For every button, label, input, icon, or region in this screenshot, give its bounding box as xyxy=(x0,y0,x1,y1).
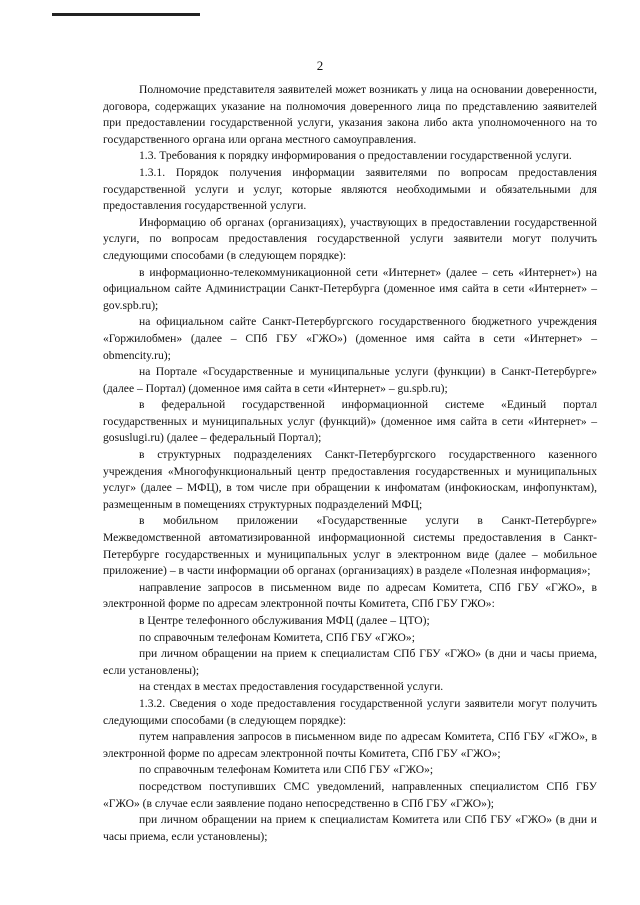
header-rule xyxy=(52,13,200,16)
paragraph: по справочным телефонам Комитета, СПб ГБУ «ГЖО»; xyxy=(139,630,415,644)
paragraph: 1.3. Требования к порядку информирования о предоставлении государственной услуги. xyxy=(139,149,572,163)
paragraph: Информацию об органах (организациях), участвующих в предоставлении государственной услуги, по вопросам предоставления государственной услуги заявители могут получить следующими способами (в следующем порядке): xyxy=(103,215,597,262)
paragraph: посредством поступивших СМС уведомлений, направленных специалистом СПб ГБУ «ГЖО» (в случае если заявление подано непосредственно в СПб ГБУ «ГЖО»); xyxy=(103,779,597,810)
paragraph: направление запросов в письменном виде по адресам Комитета, СПб ГБУ «ГЖО», в электронной форме по адресам электронной почты Комитета, СПб ГБУ ГЖО»: xyxy=(103,580,597,611)
paragraph: при личном обращении на прием к специалистам СПб ГБУ «ГЖО» (в дни и часы приема, если установлены); xyxy=(103,647,597,677)
paragraph: 1.3.2. Сведения о ходе предоставления государственной услуги заявители могут получить следующими способами (в следующем порядке): xyxy=(103,696,597,727)
paragraph: 1.3.1. Порядок получения информации заявителями по вопросам предоставления государственной услуги и услуг, которые являются необходимыми и обязательными для предоставления государственной услуги. xyxy=(103,165,597,213)
document-body xyxy=(103,82,597,845)
paragraph: в информационно-телекоммуникационной сети «Интернет» (далее – сеть «Интернет») на официальном сайте Администрации Санкт-Петербурга (доменное имя сайта в сети «Интернет» – gov.spb.ru); xyxy=(103,265,597,312)
paragraph: по справочным телефонам Комитета или СПб ГБУ «ГЖО»; xyxy=(139,763,434,777)
paragraph: при личном обращении на прием к специалистам Комитета или СПб ГБУ «ГЖО» (в дни и часы приема, если установлены); xyxy=(103,813,597,843)
page-number: 2 xyxy=(316,58,324,73)
paragraph: на официальном сайте Санкт-Петербургского государственного бюджетного учреждения «Горжилобмен» (далее – СПб ГБУ «ГЖО») (доменное имя сайта в сети «Интернет» – obmencity.ru); xyxy=(103,315,597,362)
paragraph: Полномочие представителя заявителей может возникать у лица на основании доверенности, договора, содержащих указание на полномочия доверенного лица по представлению заявителей при предоставлении государственной услуги, указания закона либо акта уполномоченного на то государственного органа или органа местного самоуправления. xyxy=(103,83,597,146)
paragraph: на Портале «Государственные и муниципальные услуги (функции) в Санкт-Петербурге» (далее – Портал) (доменное имя сайта в сети «Интернет» – gu.spb.ru); xyxy=(103,365,597,395)
paragraph: в структурных подразделениях Санкт-Петербургского государственного казенного учреждения «Многофункциональный центр предоставления государственных и муниципальных услуг» (далее – МФЦ), в том числе при обращении к инфоматам (инфокиоскам, инфопунктам), размещенным в помещениях структурных подразделений МФЦ; xyxy=(103,448,597,511)
paragraph: в Центре телефонного обслуживания МФЦ (далее – ЦТО); xyxy=(139,614,430,627)
paragraph: путем направления запросов в письменном виде по адресам Комитета, СПб ГБУ «ГЖО», в электронной форме по адресам электронной почты Комитета, СПб ГБУ «ГЖО»; xyxy=(103,730,597,760)
paragraph: на стендах в местах предоставления государственной услуги. xyxy=(139,680,444,694)
paragraph: в мобильном приложении «Государственные услуги в Санкт-Петербурге» Межведомственной автоматизированной информационной системы предоставления в Санкт-Петербурге государственных и муниципальных услуг в электронном виде (далее – мобильное приложение) – в части информации об органах (организациях) в разделе «Полезная информация»; xyxy=(103,514,597,578)
paragraph: в федеральной государственной информационной системе «Единый портал государственных и муниципальных услуг (функций)» (доменное имя сайта в сети «Интернет» – gosuslugi.ru) (далее – федеральный Портал); xyxy=(103,398,597,445)
